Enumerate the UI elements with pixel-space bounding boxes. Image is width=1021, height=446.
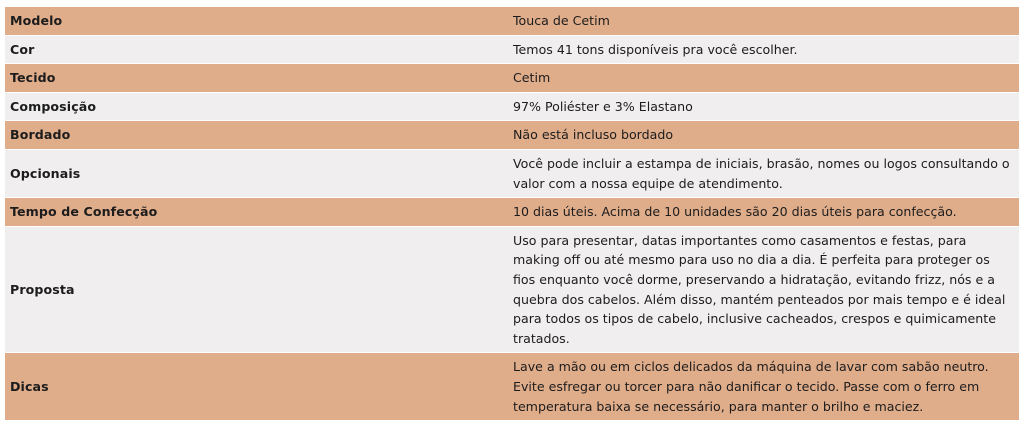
row-label: Tecido [5,64,508,93]
row-value: Uso para presentar, datas importantes como casamentos e festas, para making off ou até mesmo para uso no dia a dia. É perfeita para proteger os fios enquanto você dorme, preservando a hidratação, evitando frizz, nós e a quebra dos cabelos. Além disso, mantém penteados por mais tempo e é ideal para todos os tipos de cabelo, inclusive cacheados, crespos e quimicamente tratados. [508,226,1019,353]
row-label: Composição [5,92,508,121]
table-row-bordado [5,121,1019,150]
table-row-modelo [5,7,1019,36]
row-label: Proposta [5,226,508,353]
table-row-proposta [5,226,1019,353]
product-spec-table [5,6,1019,420]
row-label: Opcionais [5,149,508,197]
table-row-opcionais [5,149,1019,197]
table-row-tempo-de-confeccao [5,198,1019,227]
row-value: Touca de Cetim [508,7,1019,36]
row-value: Lave a mão ou em ciclos delicados da máquina de lavar com sabão neutro. Evite esfregar ou torcer para não danificar o tecido. Passe com o ferro em temperatura baixa se necessário, para manter o brilho e maciez. [508,353,1019,420]
row-value: Temos 41 tons disponíveis pra você escolher. [508,35,1019,64]
table-row-tecido [5,64,1019,93]
table-row-cor [5,35,1019,64]
row-value: Não está incluso bordado [508,121,1019,150]
row-label: Modelo [5,7,508,36]
row-label: Cor [5,35,508,64]
row-value: 10 dias úteis. Acima de 10 unidades são 20 dias úteis para confecção. [508,198,1019,227]
row-value: Cetim [508,64,1019,93]
row-value: Você pode incluir a estampa de iniciais, brasão, nomes ou logos consultando o valor com a nossa equipe de atendimento. [508,149,1019,197]
row-value: 97% Poliéster e 3% Elastano [508,92,1019,121]
table-row-composicao [5,92,1019,121]
table-row-dicas [5,353,1019,420]
row-label: Bordado [5,121,508,150]
row-label: Tempo de Confecção [5,198,508,227]
row-label: Dicas [5,353,508,420]
